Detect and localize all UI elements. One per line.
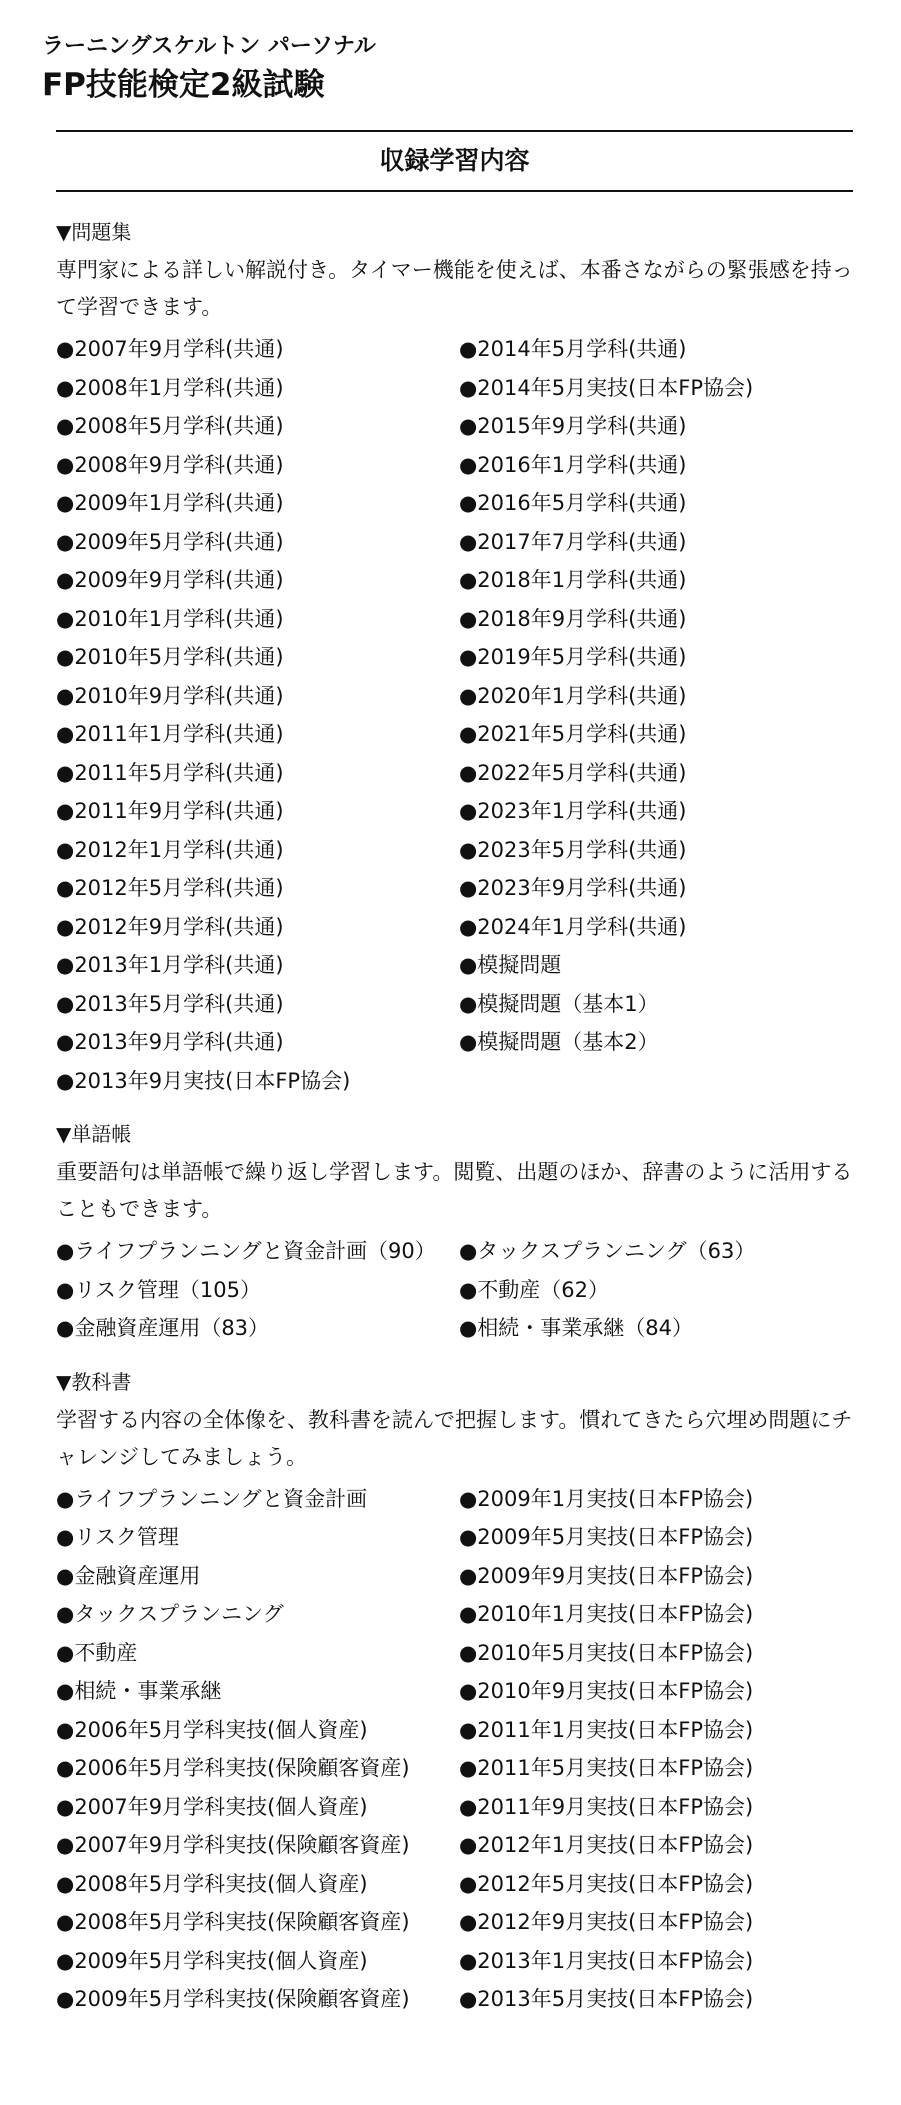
list-item: ●2018年1月学科(共通) xyxy=(458,568,687,592)
list-item: ●2009年5月学科実技(個人資産) xyxy=(56,1948,368,1973)
list-item: ●2009年9月学科(共通) xyxy=(56,568,284,592)
list-item: ●2008年5月学科実技(個人資産) xyxy=(56,1871,368,1896)
list-item: ●2013年1月実技(日本FP協会) xyxy=(458,1948,754,1973)
list-item: ●2012年1月学科(共通) xyxy=(56,837,284,862)
section-heading: 収録学習内容 xyxy=(379,146,530,175)
app-title: ラーニングスケルトン パーソナル xyxy=(42,34,376,59)
block-description: 学習する内容の全体像を、教科書を読んで把握します。慣れてきたら穴埋め問題にチャレンジしてみましょう。 xyxy=(56,1407,853,1469)
list-item: ●2013年9月実技(日本FP協会) xyxy=(56,1068,351,1093)
block-title: ▼単語帳 xyxy=(56,1122,132,1146)
item-columns xyxy=(56,1232,853,1348)
block-textbook xyxy=(56,1368,853,2019)
item-list-right xyxy=(459,1232,853,1348)
list-item: ●模擬問題 xyxy=(458,953,562,977)
block-wordbook xyxy=(56,1120,853,1348)
list-item: ●2021年5月学科(共通) xyxy=(458,722,687,746)
list-item: ●2009年1月実技(日本FP協会) xyxy=(458,1486,754,1511)
list-item: ●2015年9月学科(共通) xyxy=(458,414,687,438)
list-item: ●2023年9月学科(共通) xyxy=(458,876,687,900)
list-item: ●2017年7月学科(共通) xyxy=(458,529,687,554)
divider-bottom xyxy=(56,190,853,192)
list-item: ●2012年1月実技(日本FP協会) xyxy=(458,1833,754,1857)
list-item: ●2009年9月実技(日本FP協会) xyxy=(458,1563,754,1588)
list-item: ●2008年1月学科(共通) xyxy=(56,375,284,400)
list-item: ●2013年5月学科(共通) xyxy=(56,991,284,1016)
product-title: FP技能検定2級試験 xyxy=(42,67,325,103)
list-item: ●相続・事業承継（84） xyxy=(458,1316,693,1340)
list-item: ●2011年5月実技(日本FP協会) xyxy=(458,1756,754,1780)
list-item: ●リスク管理 xyxy=(56,1525,179,1549)
list-item: ●模擬問題（基本1） xyxy=(458,991,659,1016)
list-item: ●2013年9月学科(共通) xyxy=(56,1030,284,1054)
item-list-left xyxy=(56,330,459,1100)
list-item: ●2006年5月学科実技(保険顧客資産) xyxy=(56,1756,410,1780)
list-item: ●2008年5月学科実技(保険顧客資産) xyxy=(56,1910,410,1934)
list-item: ●2011年5月学科(共通) xyxy=(56,760,284,785)
list-item: ●2009年5月学科(共通) xyxy=(56,529,284,554)
list-item: ●2022年5月学科(共通) xyxy=(458,760,687,785)
item-list-right xyxy=(459,1480,853,2019)
list-item: ●2008年5月学科(共通) xyxy=(56,414,284,438)
list-item: ●2010年1月実技(日本FP協会) xyxy=(458,1602,754,1626)
list-item: ●2013年5月実技(日本FP協会) xyxy=(458,1987,754,2011)
list-item: ●2023年1月学科(共通) xyxy=(458,799,687,823)
list-item: ●2012年9月学科(共通) xyxy=(56,914,284,939)
list-item: ●金融資産運用 xyxy=(56,1563,201,1588)
list-item: ●2011年9月実技(日本FP協会) xyxy=(458,1794,754,1819)
list-item: ●2020年1月学科(共通) xyxy=(458,683,687,708)
list-item: ●金融資産運用（83） xyxy=(56,1316,270,1340)
list-item: ●2011年9月学科(共通) xyxy=(56,799,284,823)
list-item: ●2007年9月学科(共通) xyxy=(56,337,284,361)
list-item: ●2010年1月学科(共通) xyxy=(56,606,284,631)
list-item: ●2010年9月実技(日本FP協会) xyxy=(458,1679,754,1703)
list-item: ●模擬問題（基本2） xyxy=(458,1030,659,1054)
list-item: ●2018年9月学科(共通) xyxy=(458,606,687,631)
block-title: ▼問題集 xyxy=(56,220,132,244)
list-item: ●2023年5月学科(共通) xyxy=(458,837,687,862)
list-item: ●2019年5月学科(共通) xyxy=(458,645,687,669)
list-item: ●不動産 xyxy=(56,1640,138,1665)
list-item: ●ライフプランニングと資金計画（90） xyxy=(56,1239,436,1263)
list-item: ●2010年5月学科(共通) xyxy=(56,645,284,669)
list-item: ●2007年9月学科実技(保険顧客資産) xyxy=(56,1833,410,1857)
block-description: 重要語句は単語帳で繰り返し学習します。閲覧、出題のほか、辞書のように活用することもできます。 xyxy=(56,1160,853,1221)
list-item: ●2011年1月実技(日本FP協会) xyxy=(458,1717,754,1742)
list-item: ●タックスプランニング xyxy=(56,1602,284,1626)
list-item: ●2006年5月学科実技(個人資産) xyxy=(56,1717,368,1742)
block-description: 専門家による詳しい解説付き。タイマー機能を使えば、本番さながらの緊張感を持って学習できます。 xyxy=(56,258,853,319)
list-item: ●2009年5月実技(日本FP協会) xyxy=(458,1525,754,1549)
list-item: ●2024年1月学科(共通) xyxy=(458,914,687,939)
item-columns xyxy=(56,1480,853,2019)
list-item: ●2014年5月実技(日本FP協会) xyxy=(458,375,754,400)
list-item: ●2008年9月学科(共通) xyxy=(56,452,284,477)
list-item: ●リスク管理（105） xyxy=(56,1277,261,1302)
list-item: ●2014年5月学科(共通) xyxy=(458,337,687,361)
list-item: ●2016年1月学科(共通) xyxy=(458,452,687,477)
content xyxy=(42,218,853,2019)
item-list-left xyxy=(56,1232,459,1348)
list-item: ●2012年9月実技(日本FP協会) xyxy=(458,1910,754,1934)
list-item: ●2010年5月実技(日本FP協会) xyxy=(458,1640,754,1665)
list-item: ●2013年1月学科(共通) xyxy=(56,953,284,977)
item-list-right xyxy=(459,330,853,1100)
list-item: ●タックスプランニング（63） xyxy=(458,1239,756,1263)
list-item: ●2010年9月学科(共通) xyxy=(56,683,284,708)
list-item: ●2012年5月実技(日本FP協会) xyxy=(458,1871,754,1896)
list-item: ●ライフプランニングと資金計画 xyxy=(56,1486,368,1511)
list-item: ●2007年9月学科実技(個人資産) xyxy=(56,1794,368,1819)
list-item: ●2012年5月学科(共通) xyxy=(56,876,284,900)
item-columns xyxy=(56,330,853,1100)
list-item: ●2009年1月学科(共通) xyxy=(56,491,284,515)
block-title: ▼教科書 xyxy=(56,1369,132,1394)
item-list-left xyxy=(56,1480,459,2019)
block-question-collection xyxy=(56,218,853,1100)
list-item: ●2009年5月学科実技(保険顧客資産) xyxy=(56,1987,410,2011)
list-item: ●相続・事業承継 xyxy=(56,1679,222,1703)
list-item: ●不動産（62） xyxy=(458,1277,609,1302)
list-item: ●2016年5月学科(共通) xyxy=(458,491,687,515)
list-item: ●2011年1月学科(共通) xyxy=(56,722,284,746)
